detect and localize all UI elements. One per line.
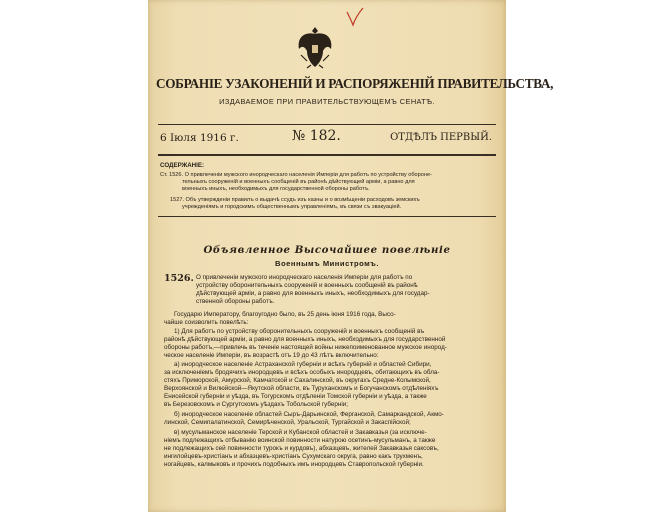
publication-subtitle: ИЗДАВАЕМОЕ ПРИ ПРАВИТЕЛЬСТВУЮЩЕМЪ СЕНАТѢ. xyxy=(219,97,435,106)
body-line: в) мусульманское населеніе Терской и Кубанской областей и Закавказья (за исключе- xyxy=(174,429,427,436)
body-line: не подлежащихъ сей повинности турокъ и курдовъ), абхазцевъ, жителей Закавказья саксовъ, xyxy=(164,445,439,452)
decree-title: Объявленное Высочайшее повелѣніе xyxy=(203,244,451,256)
body-line: въ Березовскомъ и Сургутскомъ уѣздахъ Тобольской губерніи; xyxy=(164,401,349,408)
header-top-rule xyxy=(158,124,496,125)
body-line: обороны работъ,—привлечь въ теченіе настоящей войны нижепоименованное мужское инород- xyxy=(164,344,447,351)
body-line: ногайцевъ, калмыковъ и прочихъ подобныхъ имъ инородцевъ Ставропольской губерніи. xyxy=(164,461,424,468)
publication-title: СОБРАНІЕ УЗАКОНЕНІЙ И РАСПОРЯЖЕНІЙ ПРАВИТЕЛЬСТВА, xyxy=(156,76,554,91)
handwritten-check-mark xyxy=(344,6,366,30)
article-title-line: дѣйствующей арміи, а равно для военныхъ иныхъ, необходимыхъ для государ- xyxy=(196,290,430,297)
body-line: за исключеніемъ бродячихъ инородцевъ и всѣхъ особыхъ инородцевъ, обитающихъ въ обла- xyxy=(164,369,440,376)
contents-rule xyxy=(158,216,496,217)
double-headed-eagle-emblem-icon xyxy=(295,25,335,69)
issue-date: 6 Іюля 1916 г. xyxy=(160,132,239,144)
body-line: Государю Императору, благоугодно было, въ 25 день іюня 1916 года, Высо- xyxy=(174,311,396,318)
body-line: б) инородческое населеніе областей Сыръ-Дарьинской, Ферганской, Самаркандской, Акмо- xyxy=(174,411,444,418)
contents-item: Ст. 1526. О привлеченіи мужского инородческаго населенія Имперіи для работъ по устройству обороне- xyxy=(160,172,432,178)
body-line: ческое населеніе Имперіи, въ возрастѣ отъ 19 до 43 лѣтъ включительно: xyxy=(164,352,379,359)
body-line: а) инородческое населеніе Астраханской губерніи и всѣхъ губерній и областей Сибири, xyxy=(174,361,432,368)
header-bottom-rule xyxy=(158,154,496,156)
article-number: 1526. xyxy=(164,273,194,284)
article-title-line: ственной обороны работъ. xyxy=(196,298,275,305)
contents-item: 1527. Объ утвержденіи правилъ о выдачѣ ссудъ изъ казны и о возмѣщеніи расходовъ земскихъ xyxy=(170,197,420,203)
contents-label: СОДЕРЖАНІЕ: xyxy=(160,162,205,169)
body-line: ніемъ подлежащихъ отбыванію воинской повинности натурою осетинъ-мусульманъ, а также xyxy=(164,437,436,444)
body-line: стяхъ Приморской, Амурской, Камчатской и Сахалинской, въ округахъ Средне-Колымской, xyxy=(164,377,431,384)
issue-number: № 182. xyxy=(292,128,341,144)
department-label: ОТДѢЛЪ ПЕРВЫЙ. xyxy=(390,132,492,143)
body-line: 1) Для работъ по устройству оборонительныхъ сооруженій и военныхъ сообщеній въ xyxy=(174,328,425,335)
contents-item: учрежденіямъ и городскимъ общественнымъ управленіямъ, въ связи съ эвакуаціей. xyxy=(182,204,402,210)
body-line: Енисейской губерніи и уѣзда, въ Тогурскомъ отдѣленіи Томской губерніи и уѣзда, а также xyxy=(164,393,427,400)
body-line: ингилойцевъ-христіанъ и абхазцевъ-христіанъ Сухумскаго округа, равно какъ трухменъ, xyxy=(164,453,423,460)
body-line: чайше соизволить повелѣть: xyxy=(164,319,249,326)
body-line: Верхоянской и Вилюйской—Якутской области, въ Туруханскомъ и Богучанскомъ отдѣленіяхъ xyxy=(164,385,439,392)
decree-minister: Военнымъ Министромъ. xyxy=(275,259,379,268)
document-page xyxy=(148,0,554,512)
body-line: линской, Семипалатинской, Семирѣченской, Уральской, Тургайской и Закаспійской; xyxy=(164,419,411,426)
body-line: районѣ дѣйствующей арміи, а равно для военныхъ иныхъ, необходимыхъ для государственной xyxy=(164,336,446,343)
contents-item: тельныхъ сооруженій и военныхъ сообщеній въ районѣ дѣйствующей арміи, а равно для xyxy=(182,179,415,185)
article-title-line: устройству оборонительныхъ сооруженій и военныхъ сообщеній въ районѣ xyxy=(196,282,418,289)
article-title-line: О привлеченіи мужского инородческаго населенія Имперіи для работъ по xyxy=(196,274,413,281)
contents-item: военныхъ иныхъ, необходимыхъ для государственной обороны работъ. xyxy=(182,186,370,192)
